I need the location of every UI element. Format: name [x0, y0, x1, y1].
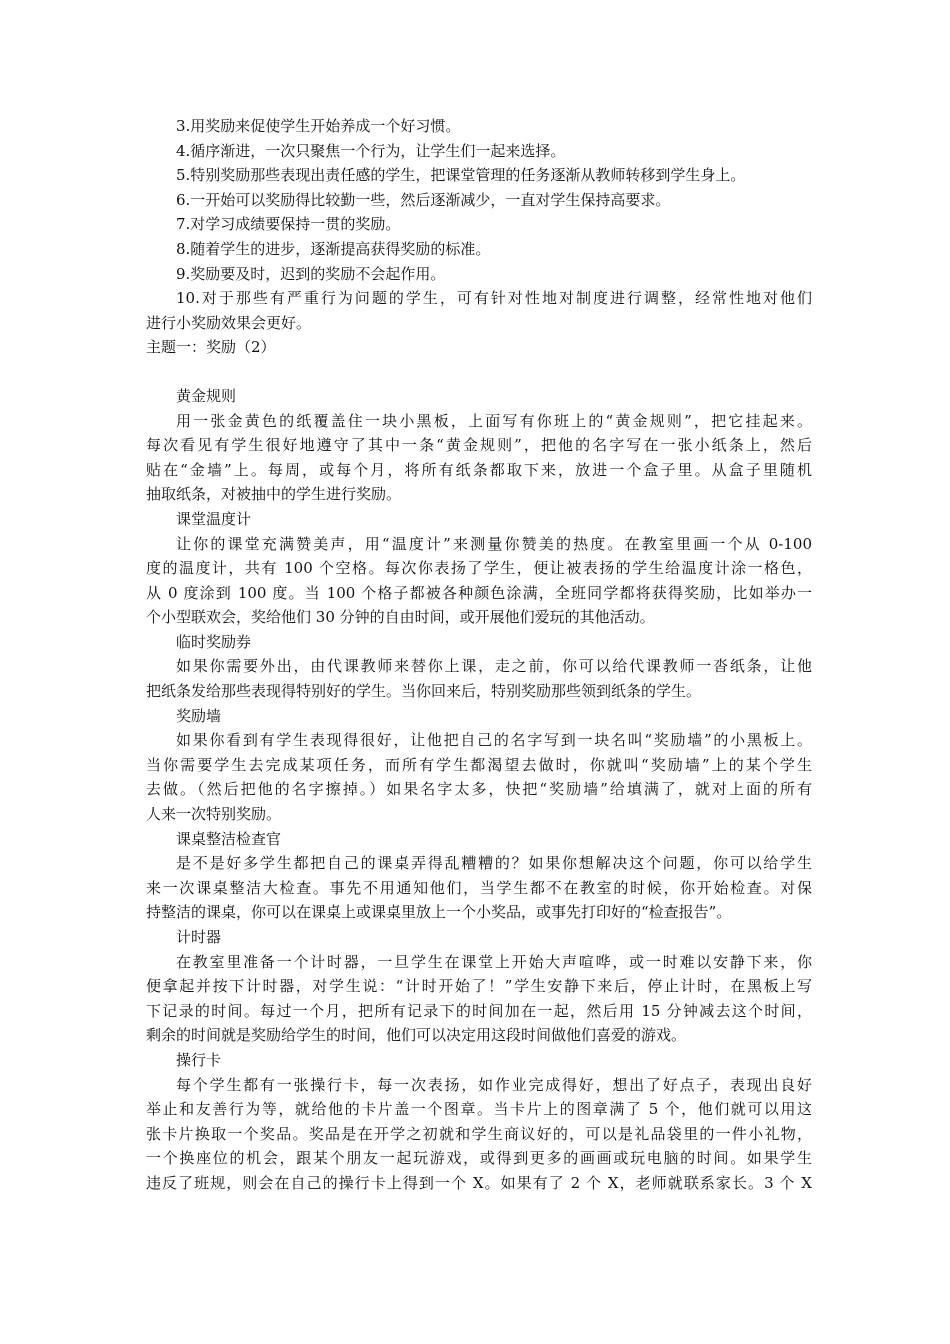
paragraph-line: 一个换座位的机会，跟某个朋友一起玩游戏，或得到更多的画画或玩电脑的时间。如果学生: [146, 1149, 812, 1168]
paragraph-line: 张卡片换取一个奖品。奖品是在开学之初就和学生商议好的，可以是礼品袋里的一件小礼物，: [146, 1124, 812, 1143]
paragraph-line: 是不是好多学生都把自己的课桌弄得乱糟糟的？如果你想解决这个问题，你可以给学生: [176, 854, 812, 873]
paragraph-line: 每次看见有学生很好地遵守了其中一条“黄金规则”，把他的名字写在一张小纸条上，然后: [146, 436, 812, 455]
paragraph-line: 人来一次特别奖励。: [146, 805, 282, 824]
list-item-10-line-1: 10.对于那些有严重行为问题的学生，可有针对性地对制度进行调整，经常性地对他们: [176, 289, 812, 308]
paragraph-line: 贴在“金墙”上。每周，或每个月，将所有纸条都取下来，放进一个盒子里。从盒子里随机: [146, 460, 812, 479]
paragraph-line: 每个学生都有一张操行卡，每一次表扬，如作业完成得好，想出了好点子，表现出良好: [176, 1075, 812, 1094]
paragraph-line: 用一张金黄色的纸覆盖住一块小黑板，上面写有你班上的“黄金规则”，把它挂起来。: [176, 411, 812, 430]
list-item-5: 5.特别奖励那些表现出责任感的学生，把课堂管理的任务逐渐从教师转移到学生身上。: [176, 166, 746, 185]
paragraph-line: 来一次课桌整洁大检查。事先不用通知他们，当学生都不在教室的时候，你开始检查。对保: [146, 878, 812, 897]
paragraph-line: 如果你需要外出，由代课教师来替你上课，走之前，你可以给代课教师一沓纸条，让他: [176, 657, 812, 676]
paragraph-line: 度的温度计，共有 100 个空格。每次你表扬了学生，便让被表扬的学生给温度计涂一格色，: [146, 559, 812, 578]
paragraph-line: 违反了班规，则会在自己的操行卡上得到一个 X。如果有了 2 个 X，老师就联系家长。3 个 X: [146, 1173, 812, 1192]
paragraph-line: 个小型联欢会，奖给他们 30 分钟的自由时间，或开展他们爱玩的其他活动。: [146, 608, 655, 627]
paragraph-line: 把纸条发给那些表现得特别好的学生。当你回来后，特别奖励那些领到纸条的学生。: [146, 682, 702, 701]
paragraph-line: 让你的课堂充满赞美声，用“温度计”来测量你赞美的热度。在教室里画一个从 0-100: [176, 534, 812, 553]
topic-title: 主题一：奖励（2）: [146, 338, 276, 357]
paragraph-line: 便拿起并按下计时器，对学生说：“计时开始了！”学生安静下来后，停止计时，在黑板上写: [146, 977, 812, 996]
paragraph-line: 下记录的时间。每过一个月，把所有记录下的时间加在一起，然后用 15 分钟减去这个时间，: [146, 1001, 812, 1020]
section-title-coupon: 临时奖励券: [176, 632, 252, 651]
section-title-golden-rules: 黄金规则: [176, 386, 237, 405]
list-item-6: 6.一开始可以奖励得比较勤一些，然后逐渐减少，一直对学生保持高要求。: [176, 190, 671, 209]
paragraph-line: 从 0 度涂到 100 度。当 100 个格子都被各种颜色涂满，全班同学都将获得奖励，比如举办一: [146, 583, 812, 602]
list-item-10-line-2: 进行小奖励效果会更好。: [146, 313, 312, 332]
list-item-8: 8.随着学生的进步，逐渐提高获得奖励的标准。: [176, 239, 491, 258]
paragraph-line: 去做。（然后把他的名字擦掉。）如果名字太多，快把“奖励墙”给填满了，就对上面的所有: [146, 780, 812, 799]
paragraph-line: 如果你看到有学生表现得很好，让他把自己的名字写到一块名叫“奖励墙”的小黑板上。: [176, 731, 812, 750]
list-item-9: 9.奖励要及时，迟到的奖励不会起作用。: [176, 264, 446, 283]
paragraph-line: 举止和友善行为等，就给他的卡片盖一个图章。当卡片上的图章满了 5 个，他们就可以用这: [146, 1100, 812, 1119]
paragraph-line: 抽取纸条，对被抽中的学生进行奖励。: [146, 485, 402, 504]
paragraph-line: 在教室里准备一个计时器，一旦学生在课堂上开始大声喧哗，或一时难以安静下来，你: [176, 952, 812, 971]
blank-line: [146, 360, 812, 384]
section-title-conduct-card: 操行卡: [176, 1050, 222, 1069]
section-title-thermometer: 课堂温度计: [176, 509, 252, 528]
paragraph-line: 当你需要学生去完成某项任务，而所有学生都渴望去做时，你就叫“奖励墙”上的某个学生: [146, 755, 812, 774]
section-title-desk-inspector: 课桌整洁检查官: [176, 829, 282, 848]
paragraph-line: 剩余的时间就是奖励给学生的时间，他们可以决定用这段时间做他们喜爱的游戏。: [146, 1026, 687, 1045]
section-title-reward-wall: 奖励墙: [176, 706, 222, 725]
paragraph-line: 持整洁的课桌，你可以在课桌上或课桌里放上一个小奖品，或事先打印好的“检查报告”。: [146, 903, 732, 922]
list-item-3: 3.用奖励来促使学生开始养成一个好习惯。: [176, 117, 461, 135]
section-title-timer: 计时器: [176, 928, 222, 946]
document-page: [146, 114, 812, 1196]
list-item-7: 7.对学习成绩要保持一贯的奖励。: [176, 215, 401, 234]
list-item-4: 4.循序渐进，一次只聚焦一个行为，让学生们一起来选择。: [176, 141, 566, 160]
